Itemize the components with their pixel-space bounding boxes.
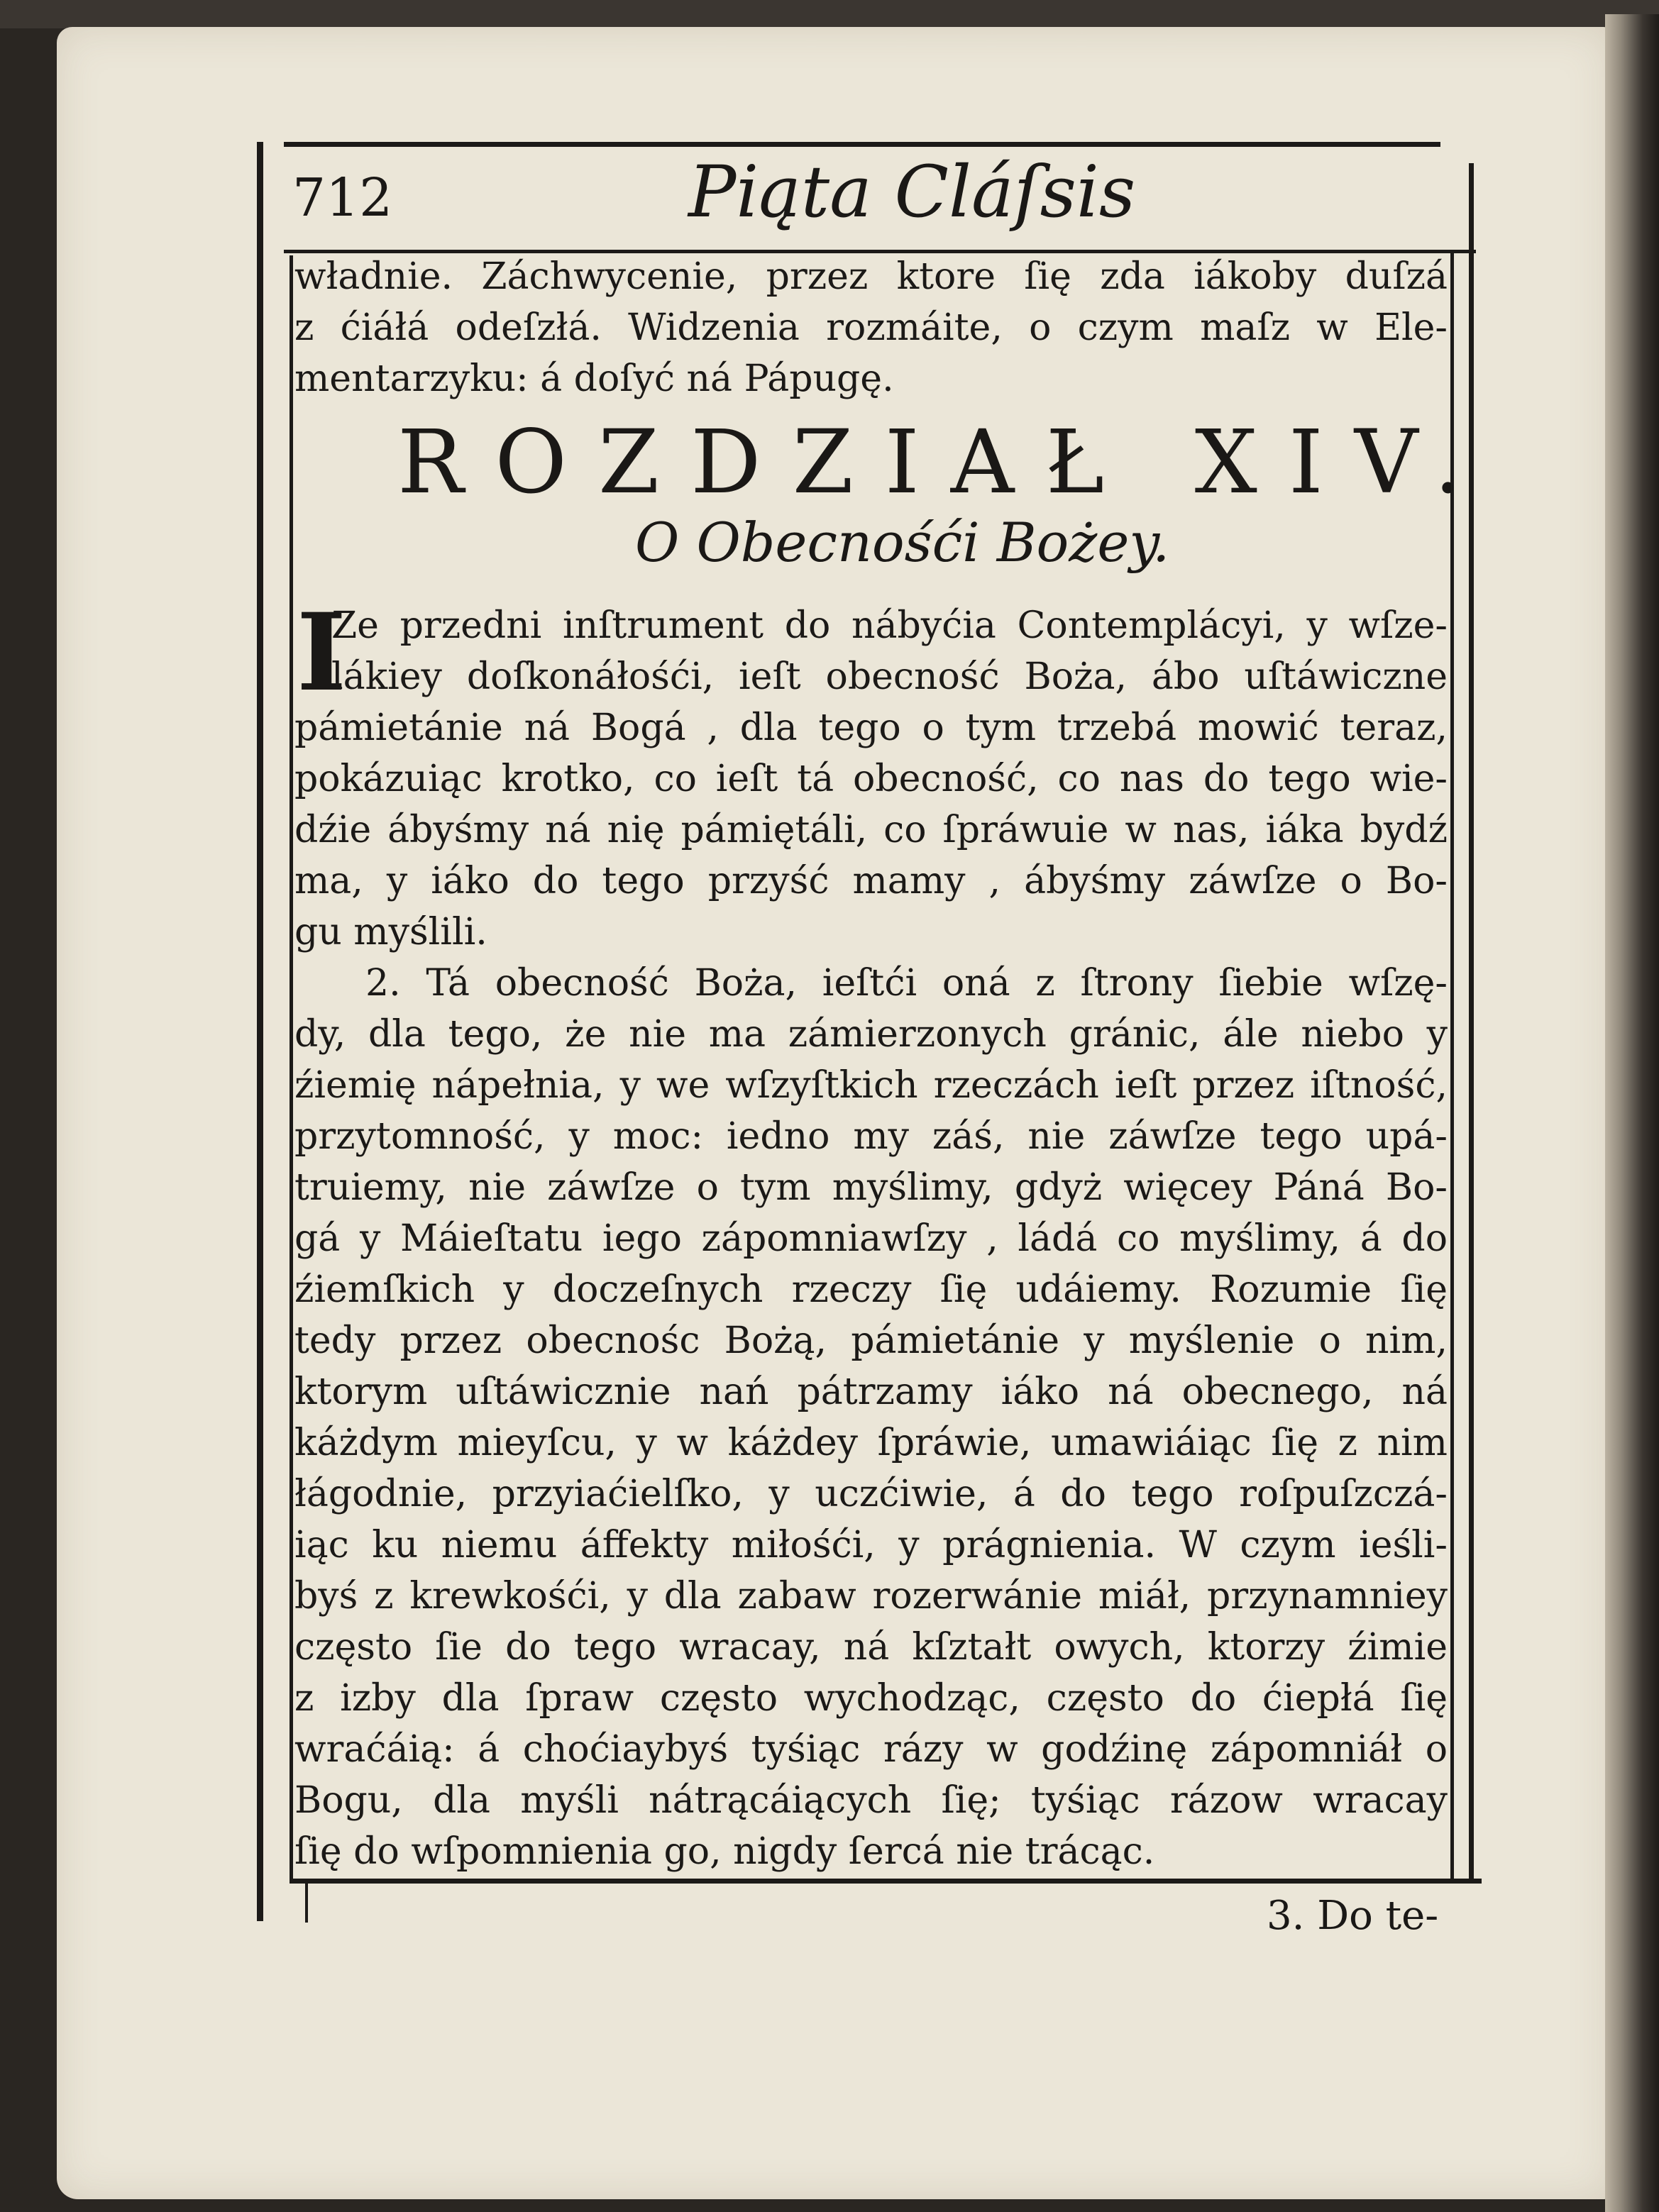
frame-rule-top <box>284 142 1440 147</box>
text-line: z ćiáłá odeſzłá. Widzenia rozmáite, o czym maſz w Ele- <box>294 306 1448 349</box>
chapter-subtitle: O Obecnośći Bożey. <box>635 511 1170 574</box>
text-line: pokázuiąc krotko, co ieſt tá obecność, co nas do tego wie- <box>294 758 1448 800</box>
text-line: dy, dla tego, że nie ma zámierzonych gránic, ále niebo y <box>294 1013 1448 1056</box>
text-line: ma, y iáko do tego przyść mamy , ábyśmy záwſze o Bo- <box>294 860 1448 902</box>
frame-rule-inner-left <box>290 255 293 1880</box>
page-header <box>284 148 1462 247</box>
text-line: truiemy, nie záwſze o tym myślimy, gdyż więcey Páná Bo- <box>294 1166 1448 1209</box>
chapter-heading: ROZDZIAŁ XIV. <box>397 411 1494 514</box>
scan-background-top <box>0 0 1659 28</box>
text-line: gá y Máieſtatu iego zápomniawſzy , ládá co myślimy, á do <box>294 1217 1448 1260</box>
running-title: Piąta Cláſsis <box>688 150 1136 233</box>
text-line: z izby dla ſpraw często wychodząc, często do ćiepłá ſię <box>294 1677 1448 1720</box>
text-line: 2. Tá obecność Boża, ieſtći oná z ſtrony ſiebie wſzę- <box>365 962 1448 1005</box>
text-line: dźie ábyśmy ná nię pámiętáli, co ſpráwuie w nas, iáka bydź <box>294 809 1448 851</box>
text-line: gu myślili. <box>294 911 487 953</box>
text-line: pámietánie ná Bogá , dla tego o tym trzebá mowić teraz, <box>294 707 1448 749</box>
text-line: Bogu, dla myśli nátrącáiących ſię; tyśiąc rázow wracay <box>294 1779 1448 1822</box>
text-line: władnie. Záchwycenie, przez ktore ſię zda iákoby duſzá <box>294 255 1448 298</box>
text-line: ſię do wſpomnienia go, nigdy ſercá nie trácąc. <box>294 1830 1155 1873</box>
text-line: byś z krewkośći, y dla zabaw rozerwánie miáł, przynamniey <box>294 1575 1448 1617</box>
text-line: Ze przedni inſtrument do nábyćia Contemplácyi, y wſze- <box>331 604 1448 647</box>
text-line: wraćáią: á choćiaybyś tyśiąc rázy w godźinę zápomniáł o <box>294 1728 1448 1771</box>
paragraph-2 <box>294 958 1448 1877</box>
catchword: 3. Do te- <box>1267 1893 1439 1939</box>
text-line: źiemſkich y doczeſnych rzeczy ſię udáiemy. Rozumie ſię <box>294 1268 1448 1311</box>
continued-text <box>294 251 1448 404</box>
text-line: tedy przez obecnośc Bożą, pámietánie y myślenie o nim, <box>294 1320 1448 1362</box>
page-number: 712 <box>292 167 393 228</box>
text-line: iąc ku niemu áffekty miłośći, y prágnienia. W czym ieśli- <box>294 1524 1448 1566</box>
text-line: często ſie do tego wracay, ná kſztałt owych, ktorzy źimie <box>294 1626 1448 1669</box>
book-page-edge <box>1605 14 1659 2212</box>
text-line: źiemię nápełnia, y we wſzyſtkich rzeczách ieſt przez iſtność, <box>294 1064 1448 1107</box>
text-line: ktorym uſtáwicznie nań pátrzamy iáko ná obecnego, ná <box>294 1371 1448 1413</box>
frame-rule-bottom <box>290 1879 1482 1884</box>
frame-rule-left <box>257 142 263 1921</box>
drop-cap: I <box>297 590 347 715</box>
text-line: mentarzyku: á doſyć ná Pápugę. <box>294 358 894 400</box>
frame-rule-tail <box>305 1880 308 1923</box>
text-line: przytomność, y moc: iedno my záś, nie záwſze tego upá- <box>294 1115 1448 1158</box>
text-line: lákiey doſkonáłośći, ieſt obecność Boża, ábo uſtáwiczne <box>331 656 1448 698</box>
paragraph-1 <box>294 590 1448 958</box>
text-line: łágodnie, przyiaćielſko, y uczćiwie, á do tego roſpuſzczá- <box>294 1473 1448 1515</box>
text-line: káżdym mieyſcu, y w káżdey ſpráwie, umawiáiąc ſię z nim <box>294 1422 1448 1464</box>
